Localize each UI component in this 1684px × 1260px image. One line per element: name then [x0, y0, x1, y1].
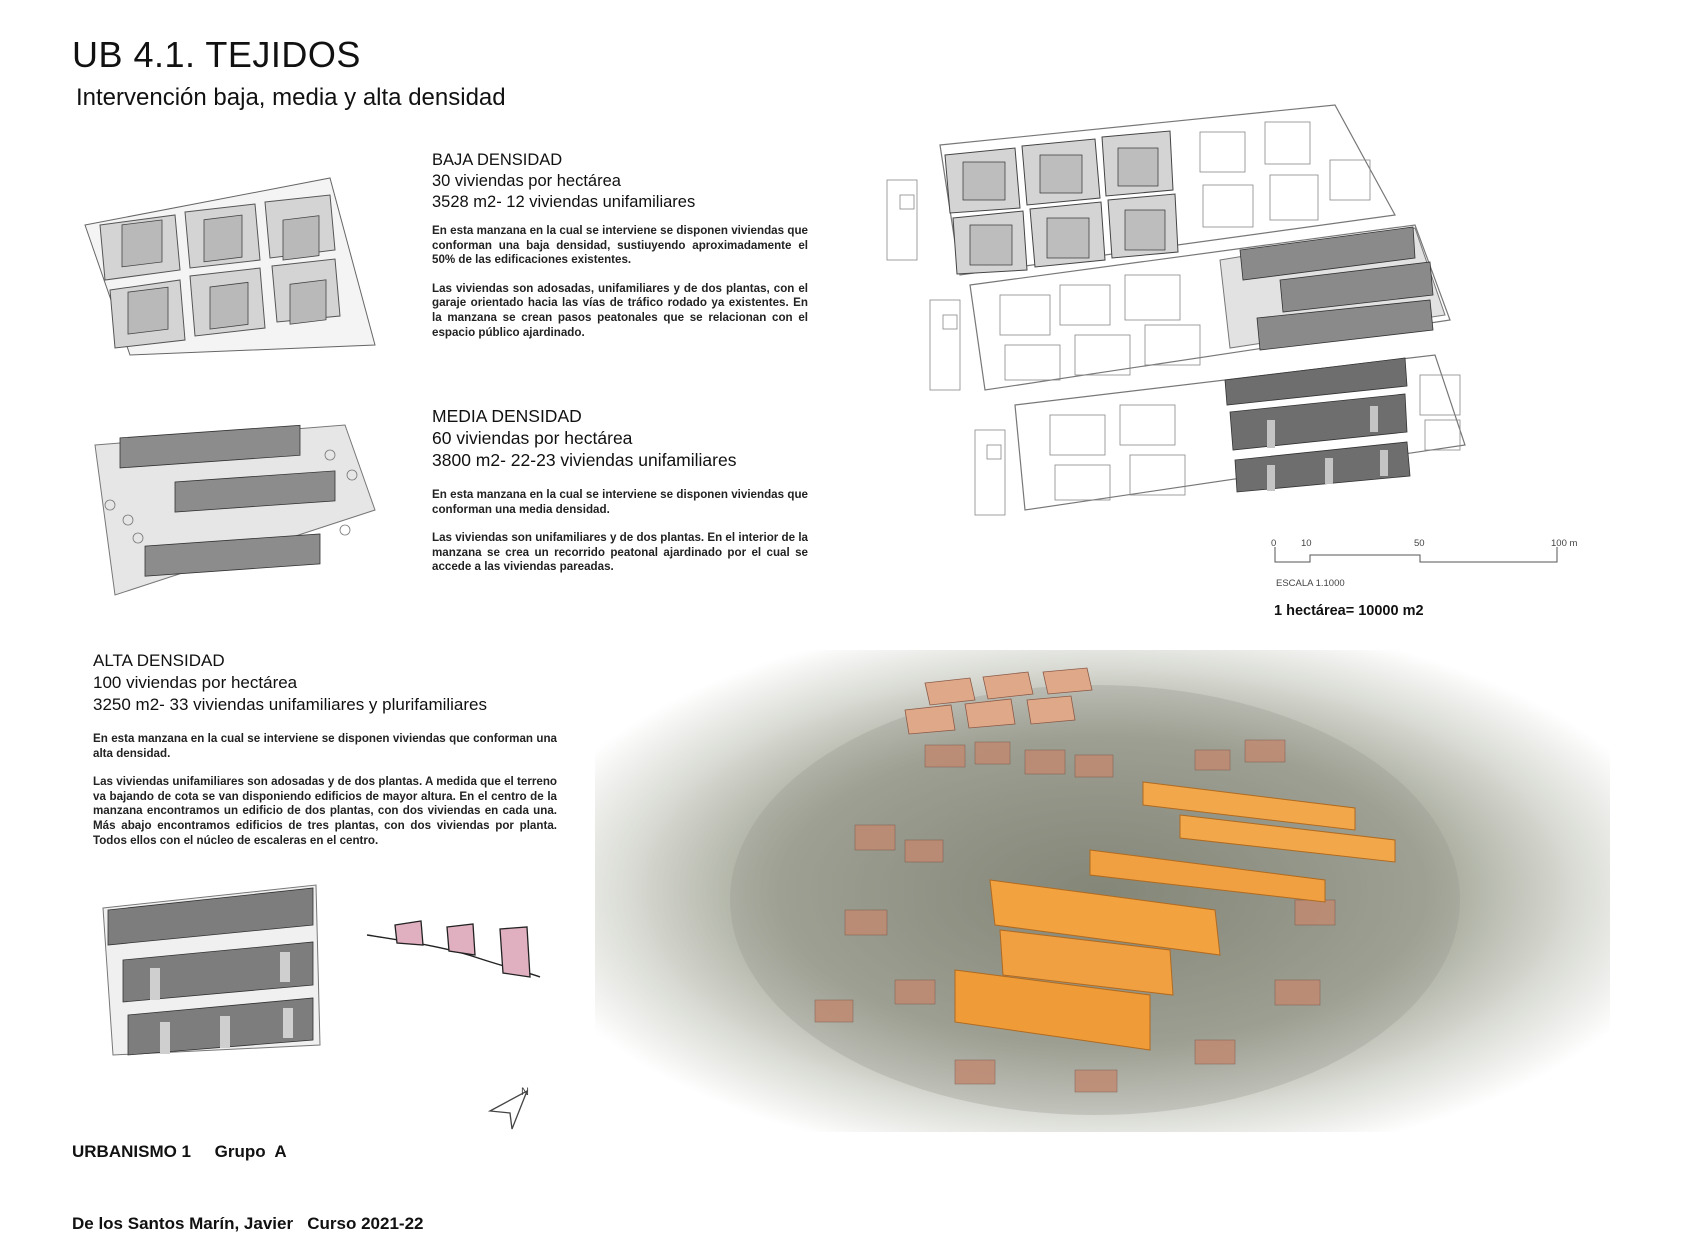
section-building-3 — [500, 927, 530, 977]
section-building-2 — [447, 924, 475, 955]
footer-author: De los Santos Marín, Javier Curso 2021-22 — [72, 1214, 424, 1233]
baja-description — [432, 224, 808, 354]
scale-label: ESCALA 1.1000 — [1276, 578, 1345, 589]
scale-tick-50: 50 — [1414, 538, 1425, 549]
baja-line2: 3528 m2- 12 viviendas unifamiliares — [432, 193, 696, 211]
low-density-3d-2 — [983, 672, 1033, 699]
page-subtitle: Intervención baja, media y alta densidad — [76, 84, 506, 111]
media-paragraph-2: Las viviendas son unifamiliares y de dos plantas. En el interior de la manzana se crea un recorrido peatonal ajardinado por el cual se accede a las viviendas pareadas. — [432, 531, 808, 574]
media-heading: MEDIA DENSIDAD — [432, 406, 582, 426]
low-density-3d-3 — [1043, 668, 1092, 694]
alta-line2: 3250 m2- 33 viviendas unifamiliares y plurifamiliares — [93, 695, 488, 714]
north-label: N — [521, 1086, 529, 1098]
aerial-3d-view — [595, 650, 1610, 1132]
low-density-3d-4 — [905, 705, 955, 734]
scale-tick-0: 0 — [1271, 538, 1277, 549]
media-line2: 3800 m2- 22-23 viviendas unifamiliares — [432, 450, 737, 470]
page-title: UB 4.1. TEJIDOS — [72, 34, 361, 75]
hectare-note: 1 hectárea= 10000 m2 — [1274, 603, 1424, 619]
low-density-3d-1 — [925, 678, 975, 705]
media-paragraph-1: En esta manzana en la cual se interviene se disponen viviendas que conforman una media densidad. — [432, 488, 808, 516]
scale-bar — [1265, 535, 1595, 575]
media-heading-block — [432, 405, 736, 471]
alta-description — [93, 732, 557, 862]
footer-block — [72, 1092, 423, 1260]
low-density-3d-6 — [1027, 696, 1075, 724]
baja-heading: BAJA DENSIDAD — [432, 151, 563, 169]
site-plan — [875, 100, 1595, 580]
alta-section-sketch — [365, 915, 545, 985]
media-description — [432, 488, 808, 589]
alta-paragraph-2: Las viviendas unifamiliares son adosadas y de dos plantas. A medida que el terreno va bajando de cota se van disponiendo edificios de mayor altura. En el centro de la manzana encontramos un edificio de dos plantas, con dos viviendas en cada una. Más abajo encontramos edificios de tres plantas, con dos viviendas por planta. Todos ellos con el núcleo de escaleras en el centro. — [93, 775, 557, 847]
baja-density-plan — [80, 170, 380, 360]
low-density-3d-5 — [965, 699, 1015, 728]
north-arrow-icon — [485, 1083, 535, 1131]
footer-course: URBANISMO 1 Grupo A — [72, 1142, 287, 1161]
alta-line1: 100 viviendas por hectárea — [93, 673, 298, 692]
scale-tick-10: 10 — [1301, 538, 1312, 549]
alta-density-plan — [98, 880, 323, 1060]
alta-paragraph-1: En esta manzana en la cual se interviene se disponen viviendas que conforman una alta densidad. — [93, 732, 557, 760]
baja-paragraph-2: Las viviendas son adosadas, unifamiliares y de dos plantas, con el garaje orientado hacia las vías de tráfico rodado ya existentes. En la manzana se crean pasos peatonales que se relacionan con el espacio público ajardinado. — [432, 281, 808, 339]
media-density-plan — [90, 420, 380, 600]
baja-heading-block — [432, 150, 695, 213]
baja-paragraph-1: En esta manzana en la cual se interviene se disponen viviendas que conforman una baja densidad, sustiuyendo aproximadamente el 50% de las edificaciones existentes. — [432, 224, 808, 267]
media-line1: 60 viviendas por hectárea — [432, 428, 633, 448]
section-building-1 — [395, 921, 423, 945]
baja-line1: 30 viviendas por hectárea — [432, 172, 621, 190]
alta-heading-block — [93, 650, 487, 716]
alta-heading: ALTA DENSIDAD — [93, 651, 225, 670]
scale-tick-100: 100 m — [1551, 538, 1578, 549]
